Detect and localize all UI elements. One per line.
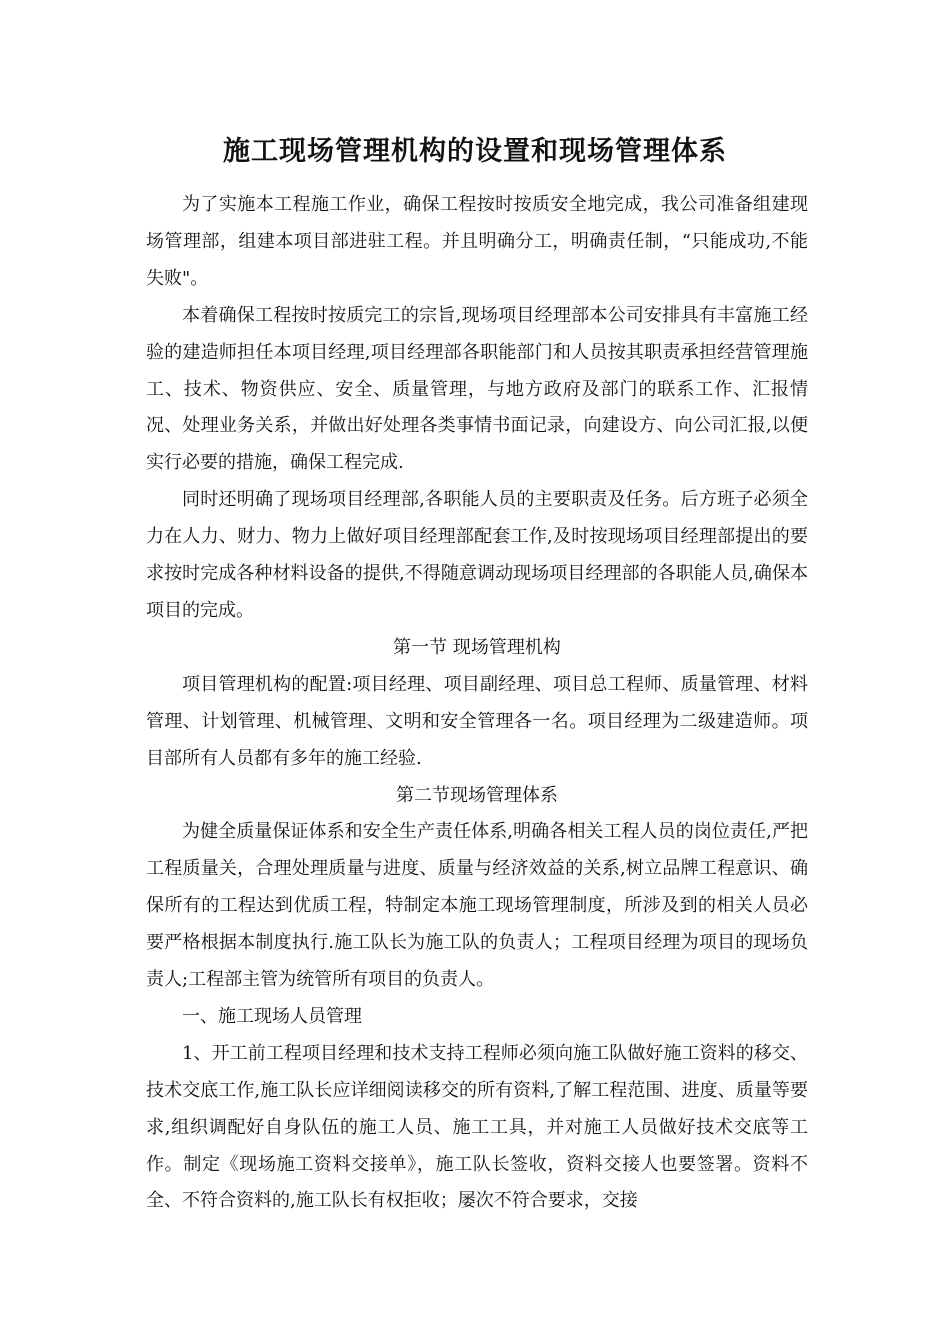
- section-2-heading: 第二节现场管理体系: [396, 784, 558, 806]
- document-title: 施工现场管理机构的设置和现场管理体系: [223, 136, 727, 167]
- section-1-paragraph: 项目管理机构的配置:项目经理、项目副经理、项目总工程师、质量管理、材料管理、计划管理、机械管理、文明和安全管理各一名。项目经理为二级建造师。项目部所有人员都有多年的施工经验.: [146, 673, 808, 769]
- intro-paragraph-2: 本着确保工程按时按质完工的宗旨,现场项目经理部本公司安排具有丰富施工经验的建造师担任本项目经理,项目经理部各职能部门和人员按其职责承担经营管理施工、技术、物资供应、安全、质量管理，与地方政府及部门的联系工作、汇报情况、处理业务关系，并做出好处理各类事情书面记录，向建设方、向公司汇报,以便实行必要的措施，确保工程完成.: [146, 304, 808, 474]
- intro-paragraph-3: 同时还明确了现场项目经理部,各职能人员的主要职责及任务。后方班子必须全力在人力、财力、物力上做好项目经理部配套工作,及时按现场项目经理部提出的要求按时完成各种材料设备的提供,不得随意调动现场项目经理部的各职能人员,确保本项目的完成。: [146, 489, 808, 621]
- intro-paragraph-1: 为了实施本工程施工作业，确保工程按时按质安全地完成，我公司准备组建现场管理部，组建本项目部进驻工程。并且明确分工，明确责任制，“只能成功,不能失败"。: [146, 194, 808, 289]
- document-body: [146, 187, 808, 1220]
- section-2-subheading: 一、施工现场人员管理: [182, 1005, 362, 1027]
- section-1-heading: 第一节 现场管理机构: [393, 636, 561, 658]
- section-2-item-1: 1、开工前工程项目经理和技术支持工程师必须向施工队做好施工资料的移交、技术交底工作,施工队长应详细阅读移交的所有资料,了解工程范围、进度、质量等要求,组织调配好自身队伍的施工人员、施工工具，并对施工人员做好技术交底等工作。制定《现场施工资料交接单》，施工队长签收，资料交接人也要签署。资料不全、不符合资料的,施工队长有权拒收；屡次不符合要求，交接: [146, 1042, 808, 1212]
- section-2-paragraph: 为健全质量保证体系和安全生产责任体系,明确各相关工程人员的岗位责任,严把工程质量关，合理处理质量与进度、质量与经济效益的关系,树立品牌工程意识、确保所有的工程达到优质工程，特制定本施工现场管理制度，所涉及到的相关人员必要严格根据本制度执行.施工队长为施工队的负责人；工程项目经理为项目的现场负责人;工程部主管为统管所有项目的负责人。: [146, 821, 808, 991]
